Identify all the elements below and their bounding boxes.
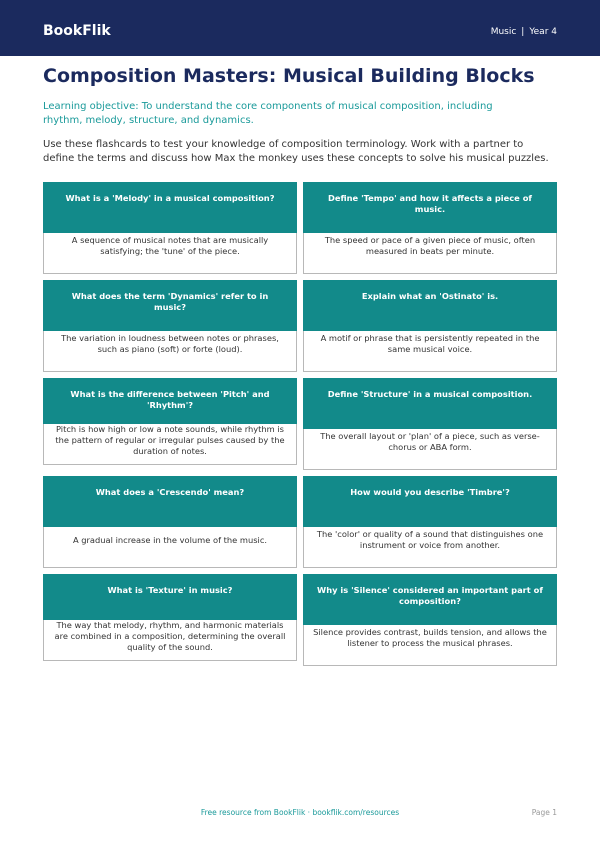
intro-text: Use these flashcards to test your knowledge of composition terminology. Work with a partner to define the terms and discuss how Max the monkey uses these concepts to solve his musical puzzles. — [43, 139, 549, 164]
flashcard-pitch-rhythm — [43, 378, 297, 470]
brand-logo[interactable]: BookFlik — [43, 23, 111, 39]
flashcard-answer: The variation in loudness between notes or phrases, such as piano (soft) or forte (loud). — [43, 331, 297, 372]
flashcard-dynamics — [43, 280, 297, 372]
subject-label: Music — [490, 27, 517, 37]
flashcard-question: Define 'Structure' in a musical composition. — [303, 378, 557, 429]
flashcard-answer: A gradual increase in the volume of the music. — [43, 527, 297, 568]
footer-credit[interactable]: Free resource from BookFlik · bookflik.com/resources — [200, 808, 400, 817]
flashcard-answer-text: The way that melody, rhythm, and harmonic materials are combined in a composition, determining the overall quality of the sound. — [54, 620, 286, 652]
flashcard-question: What is 'Texture' in music? — [43, 574, 297, 625]
flashcard-silence — [303, 574, 557, 666]
flashcard-texture — [43, 574, 297, 666]
flashcard-answer: A sequence of musical notes that are musically satisfying; the 'tune' of the piece. — [43, 233, 297, 274]
flashcard-answer: The speed or pace of a given piece of music, often measured in beats per minute. — [303, 233, 557, 274]
flashcard-question: Define 'Tempo' and how it affects a piece of music. — [303, 182, 557, 233]
flashcard-answer — [43, 620, 297, 661]
flashcard-melody — [43, 182, 297, 274]
flashcard-grid — [43, 182, 557, 666]
flashcard-answer-text: Pitch is how high or low a note sounds, while rhythm is the pattern of regular or irregular pulses caused by the duration of notes. — [55, 424, 285, 456]
flashcard-question: What is a 'Melody' in a musical composition? — [43, 182, 297, 233]
flashcard-question: Explain what an 'Ostinato' is. — [303, 280, 557, 331]
flashcard-structure — [303, 378, 557, 470]
flashcard-question: What does a 'Crescendo' mean? — [43, 476, 297, 527]
header-meta — [491, 26, 557, 38]
flashcard-answer: The overall layout or 'plan' of a piece, such as verse-chorus or ABA form. — [303, 429, 557, 470]
flashcard-crescendo — [43, 476, 297, 568]
header-bar — [0, 0, 600, 56]
flashcard-answer: A motif or phrase that is persistently repeated in the same musical voice. — [303, 331, 557, 372]
flashcard-answer: Silence provides contrast, builds tension, and allows the listener to process the musical phrases. — [303, 625, 557, 666]
page-title: Composition Masters: Musical Building Blocks — [43, 65, 535, 87]
flashcard-tempo — [303, 182, 557, 274]
meta-separator: | — [521, 27, 525, 37]
flashcard-question: How would you describe 'Timbre'? — [303, 476, 557, 527]
flashcard-ostinato — [303, 280, 557, 372]
flashcard-timbre — [303, 476, 557, 568]
flashcard-answer: The 'color' or quality of a sound that distinguishes one instrument or voice from another. — [303, 527, 557, 568]
page-number: Page 1 — [531, 808, 557, 817]
flashcard-question: Why is 'Silence' considered an important part of composition? — [303, 574, 557, 625]
flashcard-answer — [43, 424, 297, 465]
learning-objective: Learning objective: To understand the core components of musical composition, including rhythm, melody, structure, and dynamics. — [43, 101, 493, 126]
flashcard-question: What is the difference between 'Pitch' and 'Rhythm'? — [43, 378, 297, 429]
year-label: Year 4 — [529, 27, 557, 37]
flashcard-question: What does the term 'Dynamics' refer to in music? — [43, 280, 297, 331]
